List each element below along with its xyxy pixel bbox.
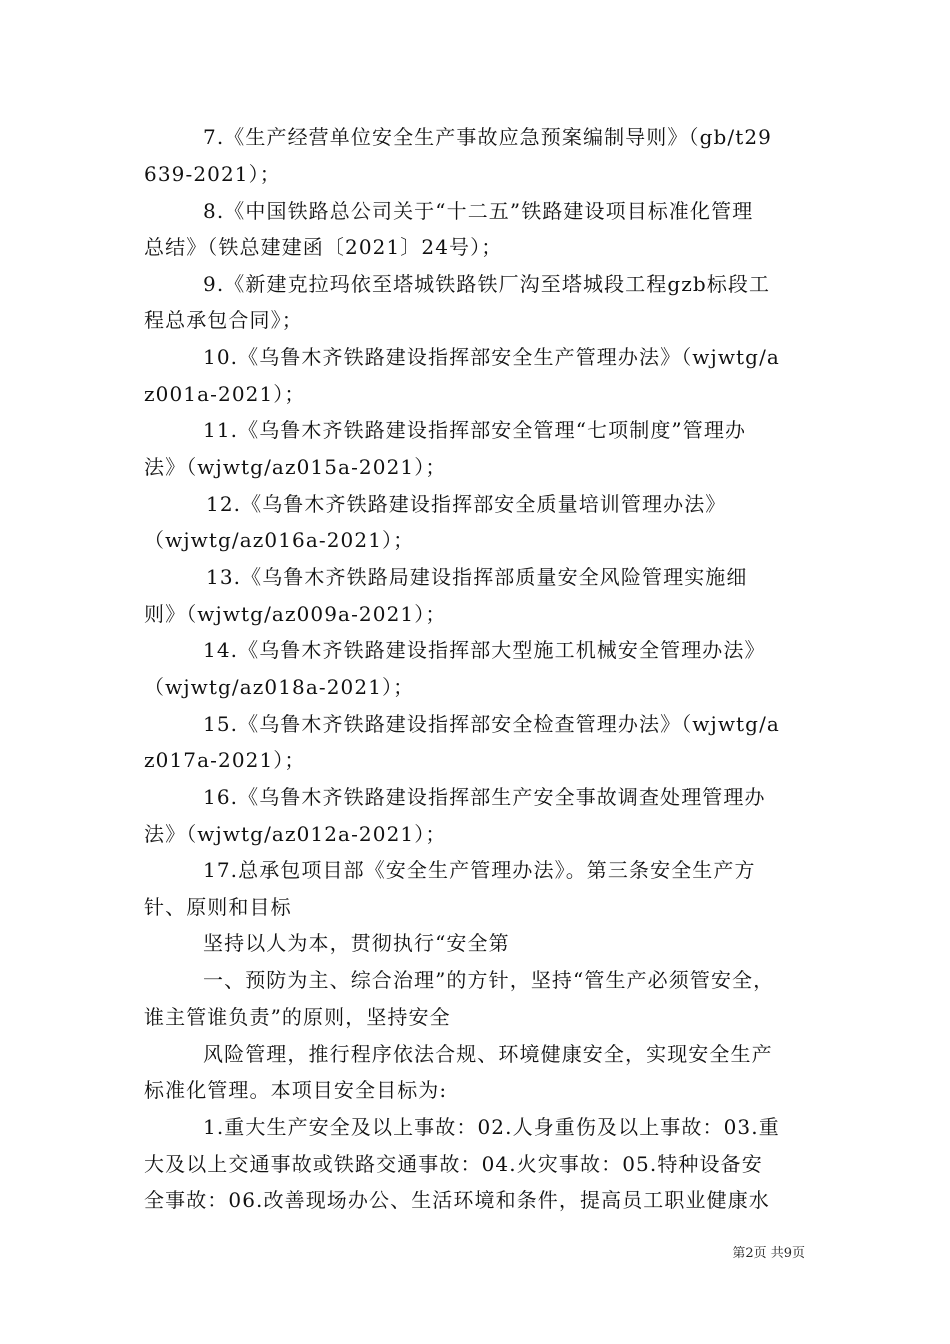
text-line: 12.《乌鲁木齐铁路建设指挥部安全质量培训管理办法》 <box>206 492 727 516</box>
text-line: 1.重大生产安全及以上事故：02.人身重伤及以上事故：03.重 <box>203 1115 780 1139</box>
text-line: （wjwtg/az016a-2021）； <box>144 528 415 552</box>
text-line: 8.《中国铁路总公司关于“十二五”铁路建设项目标准化管理 <box>203 199 754 223</box>
text-line: 全事故：06.改善现场办公、生活环境和条件，提高员工职业健康水 <box>144 1188 770 1212</box>
text-line: 风险管理，推行程序依法合规、环境健康安全，实现安全生产 <box>203 1042 773 1066</box>
text-line: 16.《乌鲁木齐铁路建设指挥部生产安全事故调查处理管理办 <box>203 785 766 809</box>
text-line: 则》（wjwtg/az009a-2021）； <box>144 602 447 626</box>
text-line: 13.《乌鲁木齐铁路局建设指挥部质量安全风险管理实施细 <box>206 565 748 589</box>
text-line: 大及以上交通事故或铁路交通事故：04.火灾事故：05.特种设备安 <box>144 1152 763 1176</box>
text-line: 9.《新建克拉玛依至塔城铁路铁厂沟至塔城段工程gzb标段工 <box>203 272 771 296</box>
text-line: 程总承包合同》； <box>144 308 303 332</box>
page-number: 第2页 共9页 <box>732 1246 805 1261</box>
text-line: 15.《乌鲁木齐铁路建设指挥部安全检查管理办法》（wjwtg/a <box>203 712 780 736</box>
text-line: 7.《生产经营单位安全生产事故应急预案编制导则》（gb/t29 <box>203 125 773 149</box>
text-line: 针、原则和目标 <box>144 895 292 919</box>
text-line: 坚持以人为本，贯彻执行“安全第 <box>203 931 510 955</box>
text-line: 一、预防为主、综合治理”的方针，坚持“管生产必须管安全， <box>203 968 775 992</box>
text-line: 法》（wjwtg/az015a-2021）； <box>144 455 447 479</box>
text-line: 639-2021）； <box>144 162 281 186</box>
text-line: 标准化管理。本项目安全目标为: <box>144 1078 448 1102</box>
text-line: 10.《乌鲁木齐铁路建设指挥部安全生产管理办法》（wjwtg/a <box>203 345 780 369</box>
text-line: z001a-2021）； <box>144 382 306 406</box>
text-line: 17.总承包项目部《安全生产管理办法》。第三条安全生产方 <box>203 858 756 882</box>
text-line: 谁主管谁负责”的原则，坚持安全 <box>144 1005 451 1029</box>
text-line: z017a-2021）； <box>144 748 306 772</box>
text-line: 11.《乌鲁木齐铁路建设指挥部安全管理“七项制度”管理办 <box>203 418 747 442</box>
text-line: （wjwtg/az018a-2021）； <box>144 675 415 699</box>
text-line: 总结》（铁总建建函〔2021〕24号）； <box>144 235 503 259</box>
text-line: 14.《乌鲁木齐铁路建设指挥部大型施工机械安全管理办法》 <box>203 638 766 662</box>
text-line: 法》（wjwtg/az012a-2021）； <box>144 822 447 846</box>
